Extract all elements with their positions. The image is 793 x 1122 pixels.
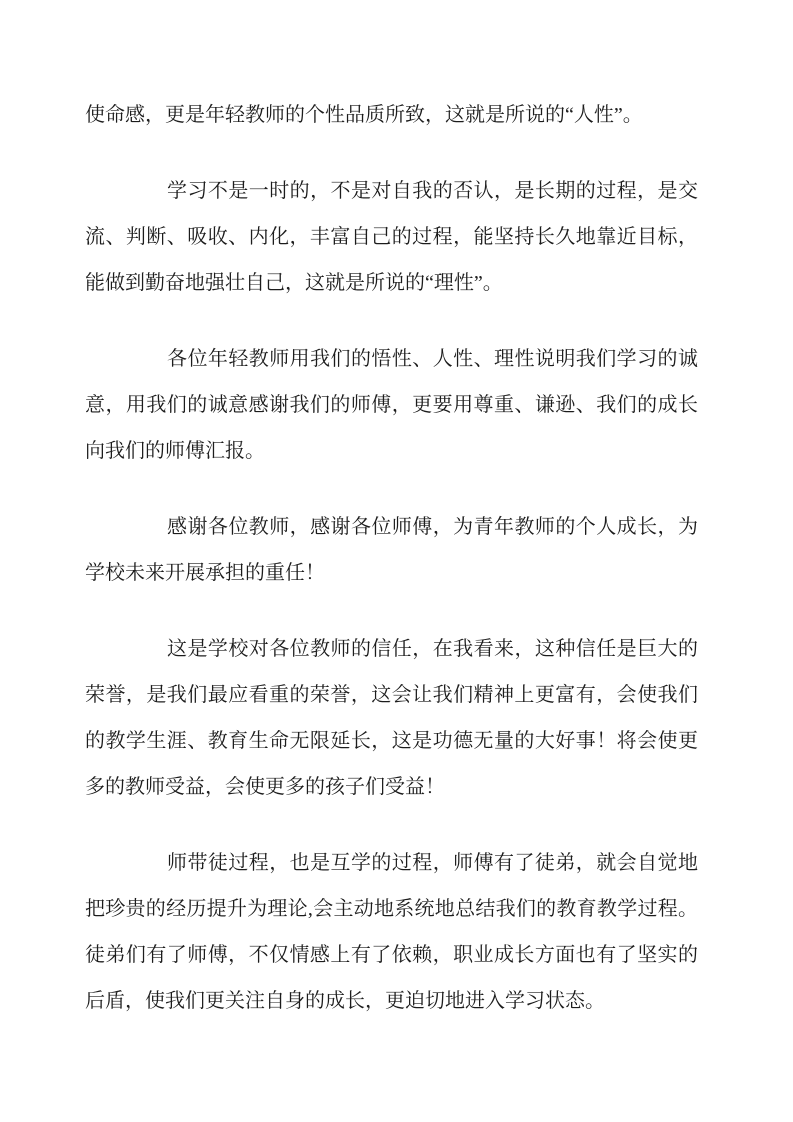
paragraph: 感谢各位教师，感谢各位师傅，为青年教师的个人成长，为学校未来开展承担的重任！ <box>85 516 698 584</box>
paragraph: 各位年轻教师用我们的悟性、人性、理性说明我们学习的诚意，用我们的诚意感谢我们的师傅，更要用尊重、谦逊、我们的成长向我们的师傅汇报。 <box>85 348 698 462</box>
paragraph: 学习不是一时的，不是对自我的否认，是长期的过程，是交流、判断、吸收、内化，丰富自己的过程，能坚持长久地靠近目标，能做到勤奋地强壮自己，这就是所说的“理性”。 <box>85 180 698 294</box>
paragraph: 这是学校对各位教师的信任，在我看来，这种信任是巨大的荣誉，是我们最应看重的荣誉，这会让我们精神上更富有，会使我们的教学生涯、教育生命无限延长，这是功德无量的大好事！将会使更多的教师受益，会使更多的孩子们受益！ <box>85 638 698 798</box>
paragraph: 师带徒过程，也是互学的过程，师傅有了徒弟，就会自觉地把珍贵的经历提升为理论,会主动地系统地总结我们的教育教学过程。徒弟们有了师傅，不仅情感上有了依赖，职业成长方面也有了坚实的后盾，使我们更关注自身的成长，更迫切地进入学习状态。 <box>85 852 698 1012</box>
paragraph: 使命感，更是年轻教师的个性品质所致，这就是所说的“人性”。 <box>85 104 643 126</box>
